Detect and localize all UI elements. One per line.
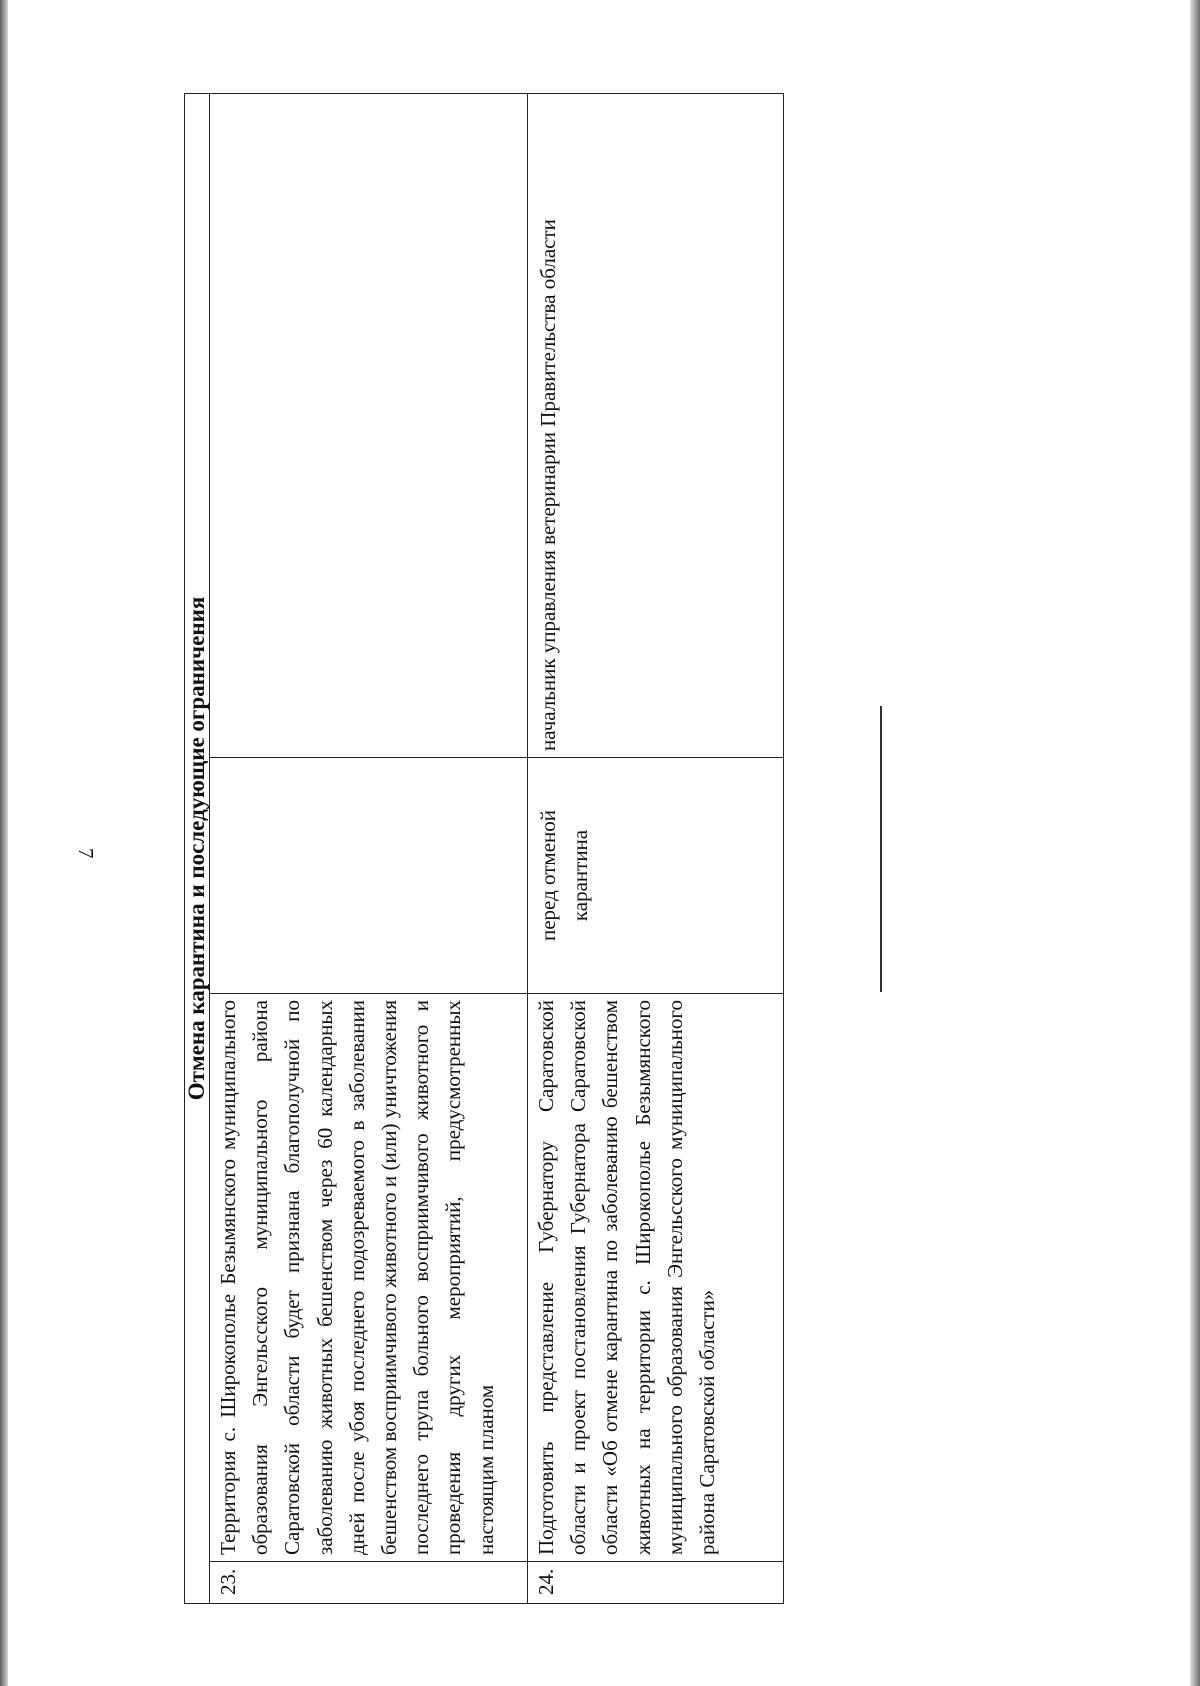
row-responsible: начальник управления ветеринарии Правительства области <box>528 93 784 757</box>
row-number: 24. <box>528 1562 784 1604</box>
section-header-row <box>185 93 210 1603</box>
row-description: Территория с. Широкополье Безымянского муниципального образования Энгельсского муниципального района Саратовской области будет признана благополучной по заболеванию животных бешенством через 60 календарных дней после убоя последнего подозреваемого в заболевании бешенством восприимчивого животного и (или) уничтожения последнего трупа больного восприимчивого животного и проведения других мероприятий, предусмотренных настоящим планом <box>210 994 528 1562</box>
plan-table <box>184 93 784 1604</box>
scan-edge-left <box>0 0 8 1686</box>
section-title: Отмена карантина и последующие ограничения <box>185 93 210 1603</box>
row-deadline: перед отменой карантина <box>528 758 784 994</box>
table-row <box>528 93 784 1603</box>
row-number: 23. <box>210 1562 528 1604</box>
rotated-table-container <box>184 94 784 1604</box>
row-responsible <box>210 93 528 757</box>
table-row <box>210 93 528 1603</box>
scan-edge-right <box>1190 0 1200 1686</box>
row-description: Подготовить представление Губернатору Саратовской области и проект постановления Губернатора Саратовской области «Об отмене карантина по заболеванию бешенством животных на территории с. Широкополье Безымянского муниципального образования Энгельсского муниципального района Саратовской области» <box>528 994 784 1562</box>
row-deadline <box>210 758 528 994</box>
closing-rule-line <box>880 706 882 992</box>
page-number: 7 <box>74 848 98 859</box>
